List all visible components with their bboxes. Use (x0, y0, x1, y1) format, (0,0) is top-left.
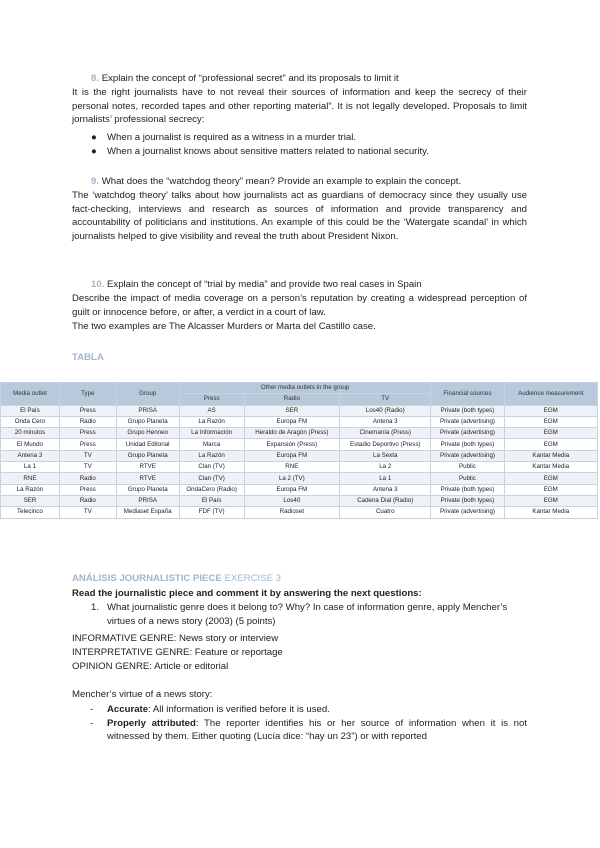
table-cell: RTVE (116, 473, 179, 484)
table-cell: Radioset (244, 507, 339, 518)
table-cell: Mediaset España (116, 507, 179, 518)
table-cell: Private (both types) (431, 439, 504, 450)
table-cell: Press (59, 439, 116, 450)
question-8-bullets (72, 131, 527, 158)
table-cell: Onda Cero (1, 416, 60, 427)
table-cell: El País (1, 405, 60, 416)
table-row (1, 484, 598, 495)
table-cell: RNE (1, 473, 60, 484)
table-cell: RTVE (116, 462, 179, 473)
table-cell: El País (179, 495, 244, 506)
table-cell: Unidad Editorial (116, 439, 179, 450)
media-table (0, 382, 598, 519)
table-cell: Los40 (244, 495, 339, 506)
table-cell: La Razón (179, 450, 244, 461)
table-cell: Europa FM (244, 416, 339, 427)
table-cell: Press (59, 405, 116, 416)
header-radio: Radio (244, 394, 339, 405)
table-cell: Private (both types) (431, 484, 504, 495)
table-row (1, 450, 598, 461)
header-audience: Audience measurement (504, 383, 597, 406)
table-cell: Estadio Deportivo (Press) (340, 439, 431, 450)
table-cell: Private (both types) (431, 405, 504, 416)
table-cell: La Sexta (340, 450, 431, 461)
table-cell: EGM (504, 405, 597, 416)
table-cell: Grupo Planeta (116, 484, 179, 495)
table-row (1, 462, 598, 473)
question-10-answer-2: The two examples are The Alcasser Murders or Marta del Castillo case. (72, 321, 376, 332)
table-cell: Kantar Media (504, 462, 597, 473)
table-cell: La 2 (340, 462, 431, 473)
question-10-answer-1: Describe the impact of media coverage on a person’s reputation by creating a widespread perception of guilt or innocence before, or after, a verdict in a court of law. (72, 293, 527, 318)
table-cell: EGM (504, 484, 597, 495)
table-cell: Radio (59, 495, 116, 506)
list-item: ● When a journalist is required as a witness in a murder trial. (91, 132, 357, 143)
table-cell: La 1 (1, 462, 60, 473)
genre-informative: INFORMATIVE GENRE: News story or interview (72, 633, 279, 644)
analisis-questions (72, 601, 527, 628)
table-cell: RNE (244, 462, 339, 473)
table-row (1, 473, 598, 484)
table-row (1, 495, 598, 506)
table-cell: Grupo Planeta (116, 450, 179, 461)
table-row (1, 416, 598, 427)
table-cell: El Mundo (1, 439, 60, 450)
table-cell: SER (244, 405, 339, 416)
table-cell: Los40 (Radio) (340, 405, 431, 416)
table-cell: Private (advertising) (431, 416, 504, 427)
table-cell: Cadena Dial (Radio) (340, 495, 431, 506)
question-number: 8. (91, 73, 100, 84)
table-cell: TV (59, 507, 116, 518)
table-cell: FDF (TV) (179, 507, 244, 518)
tabla-heading: TABLA (72, 352, 104, 363)
analisis-instruction: Read the journalistic piece and comment it by answering the next questions: (72, 588, 422, 599)
table-cell: La Razón (179, 416, 244, 427)
table-cell: SER (1, 495, 60, 506)
table-cell: TV (59, 462, 116, 473)
table-cell: TV (59, 450, 116, 461)
table-cell: La 2 (TV) (244, 473, 339, 484)
table-cell: PRISA (116, 405, 179, 416)
question-8-title (72, 72, 527, 86)
table-cell: Antena 3 (340, 416, 431, 427)
question-9-title (72, 175, 527, 189)
table-cell: EGM (504, 473, 597, 484)
table-cell: Radio (59, 416, 116, 427)
table-cell: Press (59, 428, 116, 439)
question-number: 9. (91, 176, 100, 187)
exercise-label: EXERCISE 3 (224, 573, 281, 584)
table-cell: Clan (TV) (179, 462, 244, 473)
table-row (1, 507, 598, 518)
table-cell: Public (431, 462, 504, 473)
table-cell: La Información (179, 428, 244, 439)
table-cell: Public (431, 473, 504, 484)
header-type: Type (59, 383, 116, 406)
table-cell: Marca (179, 439, 244, 450)
media-table-wrapper (0, 382, 600, 554)
virtues-intro: Mencher’s virtue of a news story: (72, 689, 213, 700)
header-group: Group (116, 383, 179, 406)
analisis-heading (72, 573, 281, 584)
table-cell: PRISA (116, 495, 179, 506)
table-cell: EGM (504, 416, 597, 427)
header-financial: Financial sources (431, 383, 504, 406)
table-cell: Kantar Media (504, 507, 597, 518)
table-cell: Telecinco (1, 507, 60, 518)
table-cell: Clan (TV) (179, 473, 244, 484)
table-row (1, 405, 598, 416)
table-cell: Grupo Planeta (116, 416, 179, 427)
question-10-title (72, 278, 527, 292)
table-cell: Cuatro (340, 507, 431, 518)
table-cell: EGM (504, 439, 597, 450)
table-cell: Private (advertising) (431, 428, 504, 439)
question-text: What does the “watchdog theory” mean? Provide an example to explain the concept. (101, 176, 462, 187)
table-cell: La 1 (340, 473, 431, 484)
table-row (1, 439, 598, 450)
table-cell: 20 minutos (1, 428, 60, 439)
header-press: Press (179, 394, 244, 405)
question-number: 10. (91, 279, 105, 290)
question-text: Explain the concept of “trial by media” and provide two real cases in Spain (107, 279, 422, 290)
question-8-answer: It is the right journalists have to not reveal their sources of information and keep the secrecy of their personal notes, recorded tapes and other reporting material”. It is not legally developed. Proposals to limit jornalists’ professional secrecy: (72, 87, 527, 126)
header-tv: TV (340, 394, 431, 405)
question-text: Explain the concept of “professional secret” and its proposals to limit it (101, 73, 399, 84)
list-item: ● When a journalist knows about sensitive matters related to national security. (91, 145, 429, 157)
table-cell: Cinemanía (Press) (340, 428, 431, 439)
virtues-list (72, 703, 527, 744)
table-cell: La Razón (1, 484, 60, 495)
list-item: - Accurate: All information is verified before it is used. (90, 704, 330, 715)
table-cell: Expansión (Press) (244, 439, 339, 450)
table-cell: Press (59, 484, 116, 495)
list-item: 1. What journalistic genre does it belong to? Why? In case of information genre, apply Mencher’s virtues of a news story (2003) (5 points) (91, 602, 508, 627)
table-cell: Antena 3 (340, 484, 431, 495)
table-cell: Kantar Media (504, 450, 597, 461)
table-cell: EGM (504, 495, 597, 506)
table-cell: Private (advertising) (431, 507, 504, 518)
genre-interpretative: INTERPRETATIVE GENRE: Feature or reportage (72, 647, 283, 658)
table-cell: Private (advertising) (431, 450, 504, 461)
genre-opinion: OPINION GENRE: Article or editorial (72, 661, 229, 672)
table-cell: Europa FM (244, 484, 339, 495)
list-item: - Properly attributed: The reporter identifies his or her source of information when it is not witnessed by them. Either quoting (Lucía dice: “hay un 23”) or with reported (90, 717, 528, 743)
analisis-title: ANÁLISIS JOURNALISTIC PIECE (72, 573, 222, 584)
table-cell: Grupo Henneo (116, 428, 179, 439)
table-cell: Antena 3 (1, 450, 60, 461)
question-9-answer: The ‘watchdog theory’ talks about how journalists act as guardians of democracy since they usually use fact-checking, interviews and research as sources of information and provide transparency and accountability of politicians and institutions. An example of this could be the ‘Watergate scandal’ in which journalists helped to give visibility and reveal the truth about President Nixon. (72, 190, 527, 242)
table-row (1, 428, 598, 439)
table-cell: OndaCero (Radio) (179, 484, 244, 495)
table-cell: Europa FM (244, 450, 339, 461)
table-cell: Heraldo de Aragón (Press) (244, 428, 339, 439)
table-cell: Private (both types) (431, 495, 504, 506)
header-other-outlets: Other media outlets in the group (179, 383, 431, 394)
table-cell: EGM (504, 428, 597, 439)
table-cell: Radio (59, 473, 116, 484)
table-cell: AS (179, 405, 244, 416)
header-media-outlet: Media outlet (1, 383, 60, 406)
